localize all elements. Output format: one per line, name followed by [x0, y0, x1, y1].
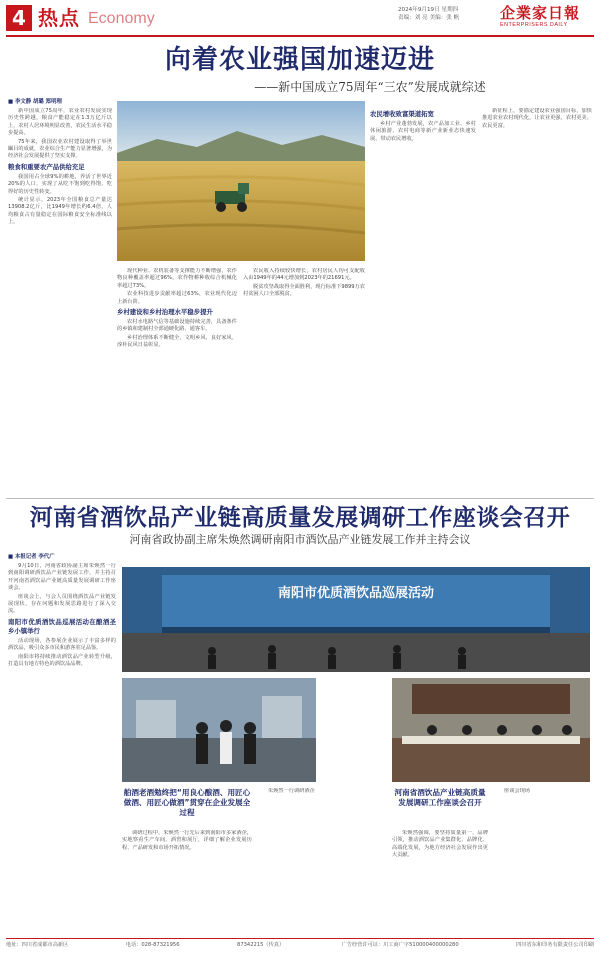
paragraph: 75年来，我国农业农村建设取得了举世瞩目的成就，农业综合生产能力显著增强，为经济社会发展提供了坚实支撑。 [8, 138, 112, 160]
story1-headline: 向着农业强国加速迈进 [164, 45, 435, 75]
story1-subhead-rural: 乡村建设和乡村治理水平稳步提升 [117, 308, 213, 317]
paragraph: 活动现场，各参展企业展示了丰富多样的酒饮品，吸引众多市民和游客驻足品鉴。 [8, 637, 116, 652]
story1-subhead-income: 农民增收致富渠道拓宽 [370, 110, 434, 118]
harvest-field-image [117, 101, 365, 261]
story2-column-d [392, 830, 488, 934]
story2-subheadline: 河南省政协副主席朱焕然调研南阳市酒饮品产业链发展工作并主持会议 [129, 533, 471, 546]
story2-byline: ■ 本报记者 李代广 [8, 554, 55, 560]
paragraph: 乡村产业蓬勃发展，农产品加工业、乡村休闲旅游、农村电商等新产业新业态快速发展，带动农民增收。 [370, 121, 476, 142]
story2-photo-visit [122, 678, 316, 782]
paper-name: 企業家日報 [500, 4, 581, 22]
story2-column-b [122, 830, 252, 934]
story1-photo-harvest [117, 101, 365, 261]
story1-column-b [117, 268, 237, 494]
paragraph: 朱焕然强调，要坚持质量第一、品牌引领，推动酒饮品产业集群化、品牌化、高端化发展，为地方经济社会发展作出更大贡献。 [392, 830, 488, 859]
page-number: 4 [6, 5, 32, 31]
paragraph: 新征程上，要锚定建设农业强国目标，加快推进农业农村现代化，让农业更强、农村更美、农民更富。 [482, 108, 592, 129]
masthead-rule [6, 35, 594, 37]
footer-ad-phone: 87342215（传真） [237, 942, 285, 948]
story1-column-c [243, 268, 365, 494]
story2-photo-stage [122, 567, 590, 672]
paragraph: 调研过程中，朱焕然一行先后来到南阳市多家酒企，实地察看生产车间、酒窖和展厅，详细了解企业发展历程、产品研发和市场开拓情况。 [122, 830, 252, 851]
story1-column-e [482, 108, 592, 494]
caption: 座谈会现场 [504, 788, 530, 794]
paragraph: 新中国成立75周年，农业农村发展实现历史性跨越，粮食产能稳定在1.3万亿斤以上，农村人居环境明显改善，农民生活水平稳步提高。 [8, 108, 112, 137]
story-divider [6, 498, 594, 499]
paragraph: 农业科技进步贡献率超过63%，农业现代化迈上新台阶。 [117, 291, 237, 305]
factory-visit-image [122, 678, 316, 782]
story2-column-c [258, 788, 386, 934]
issue-date: 2024年9月19日 星期四 [398, 7, 459, 13]
footer-phone: 电话：028-87321956 [125, 942, 180, 948]
paragraph: 我国用占全球9%的耕地，养活了世界近20%的人口，实现了从吃不饱到吃得饱、吃得好的历史性转变。 [8, 173, 112, 195]
footer-address: 地址：四川省成都市高新区 [6, 942, 69, 948]
masthead [0, 0, 600, 36]
story2-inner-title: 河南省酒饮品产业链高质量发展调研工作座谈会召开 [394, 788, 486, 807]
paragraph: 脱贫攻坚战取得全面胜利，现行标准下9899万农村贫困人口全部脱贫。 [243, 283, 365, 298]
paragraph: 统计显示，2023年全国粮食总产量达13908.2亿斤，比1949年增长约6.4倍，人均粮食占有量稳定在国际粮食安全标准线以上。 [8, 197, 112, 226]
story1-subheadline: ——新中国成立75周年“三农”发展成就综述 [254, 80, 486, 94]
story2-subhead-exhibition: 南阳市优质酒饮品巡展活动在酿酒圣乡小镇举行 [8, 617, 116, 635]
paragraph: 南阳市将持续推动酒饮品产业转型升级，打造具有地方特色的酒饮品品牌。 [8, 653, 116, 668]
story1-subhead-grain: 粮食和重要农产品供给充足 [8, 162, 85, 171]
paragraph: 座谈会上，与会人员围绕酒饮品产业链发展现状、存在问题和发展思路进行了深入交流。 [8, 593, 116, 615]
meeting-room-image [392, 678, 590, 782]
section-name-en: Economy [88, 10, 155, 27]
story1-byline: ■ 李文静 胡璐 郑明理 [8, 99, 62, 105]
event-stage-image [122, 567, 590, 672]
paragraph: 农民收入持续较快增长，农村居民人均可支配收入由1949年的44元增加到2023年的21691元。 [243, 268, 365, 282]
section-name: 热点 [38, 6, 80, 30]
paragraph: 农村水电路气信等基础设施持续完善，具备条件的乡镇和建制村全部通硬化路、通客车。 [117, 319, 237, 333]
story2-photo-meeting [392, 678, 590, 782]
story2-subhead-winery: 舶酒老酒勉终把“用良心酿酒、用匠心做酒、用匠心做酒”贯穿在企业发展全过程 [123, 788, 251, 817]
editor-line: 责编：刘 亮 美编：张 帆 [398, 15, 460, 21]
issue-info [398, 6, 459, 22]
paragraph: 9月10日，河南省政协副主席朱焕然一行到南阳调研酒饮品产业链发展工作，并主持召开河南省酒饮品产业链高质量发展调研工作座谈会。 [8, 563, 116, 592]
story2-headline: 河南省酒饮品产业链高质量发展调研工作座谈会召开 [29, 504, 571, 531]
story2-column-e [494, 788, 590, 934]
paragraph: 乡村治理体系不断健全，文明乡风、良好家风、淳朴民风日益彰显。 [117, 334, 237, 349]
caption: 朱焕然一行调研酒企 [268, 788, 315, 794]
footer-printer: 四川省东和印务有限责任公司印刷 [516, 942, 594, 948]
footer [6, 941, 594, 950]
paragraph: 现代种业、农机装备等支撑能力不断增强，农作物良种覆盖率超过96%，农作物耕种收综合机械化率超过73%。 [117, 268, 237, 289]
stage-banner-text: 南阳市优质酒饮品巡展活动 [277, 586, 434, 601]
paper-name-en: ENTERPRISERS DAILY [500, 22, 568, 28]
story1-column-d [370, 108, 476, 494]
footer-license: 广告经营许可证：川工商广字510000400000280 [341, 942, 459, 948]
story1-column-a [8, 108, 112, 494]
story2-column-a [8, 563, 116, 933]
footer-rule [6, 938, 594, 939]
